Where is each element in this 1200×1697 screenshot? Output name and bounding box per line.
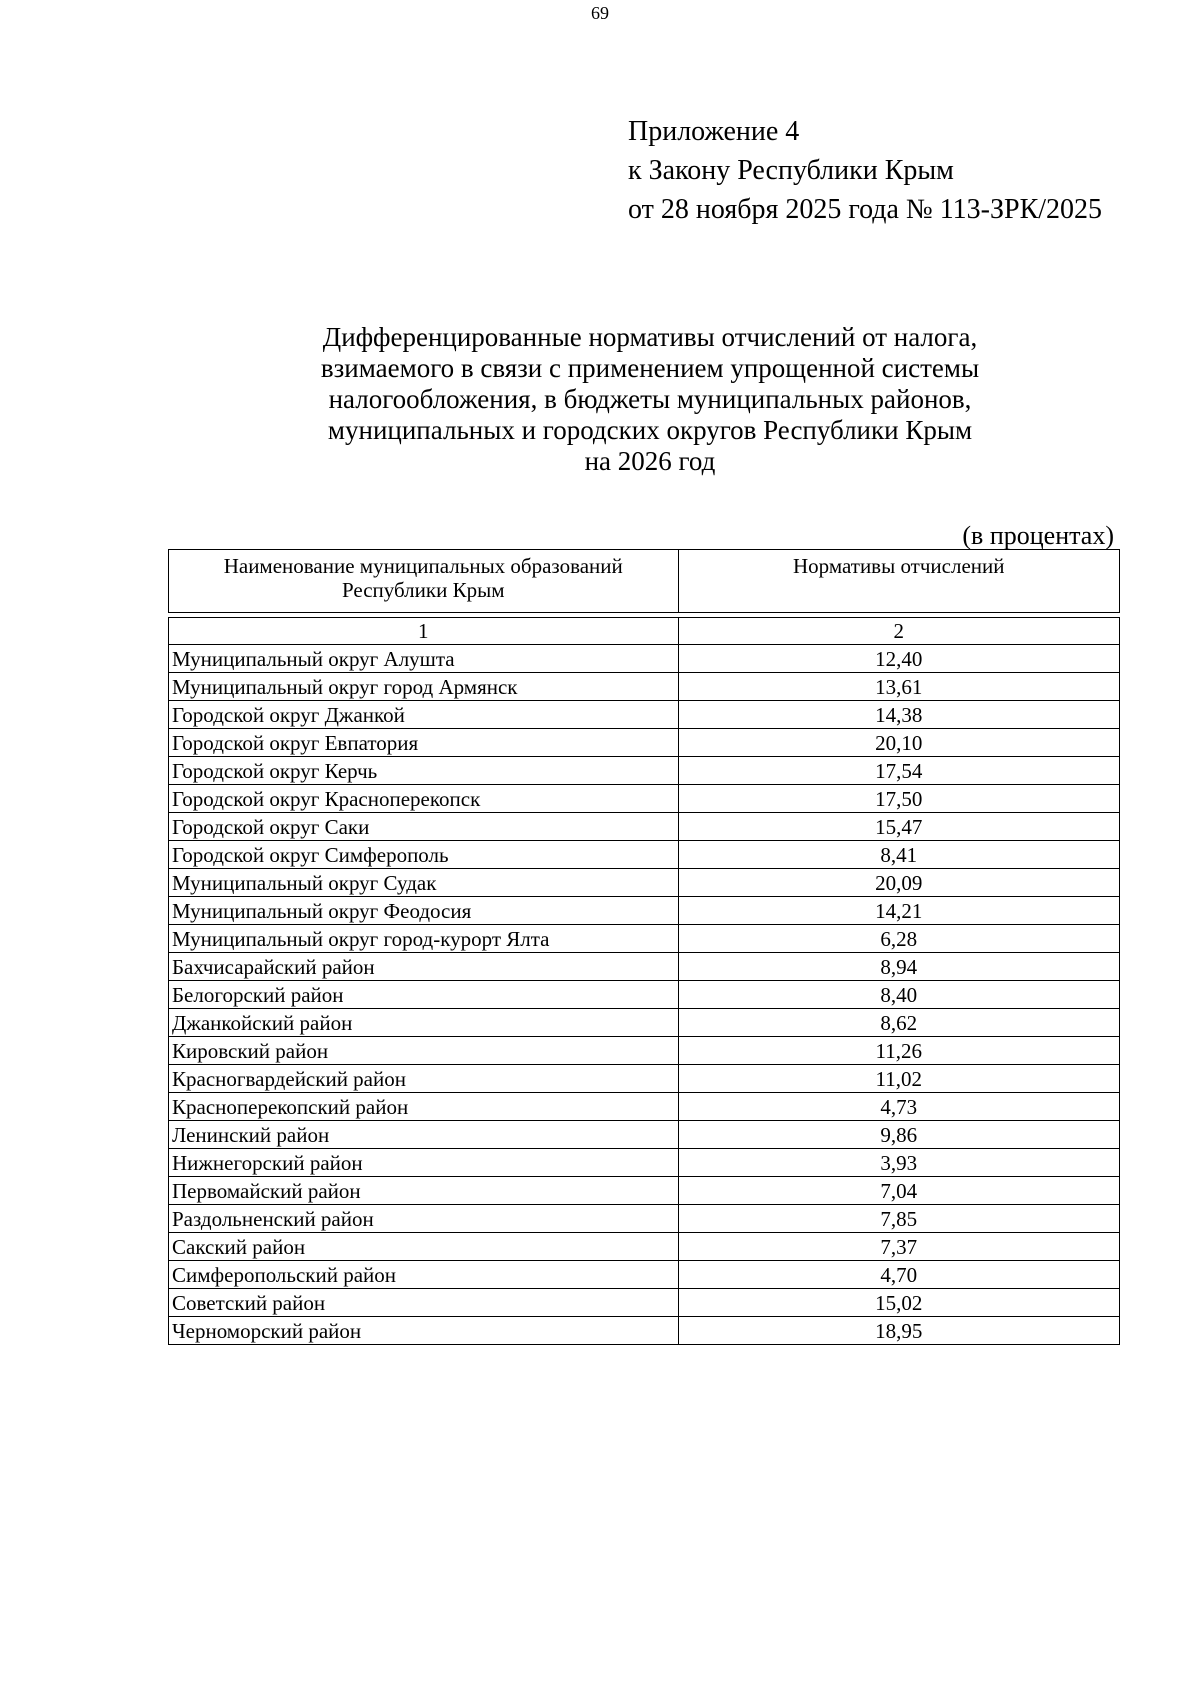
norm-value: 20,09 <box>678 869 1120 897</box>
appendix-line-1: Приложение 4 <box>628 116 800 147</box>
table-row <box>169 897 1120 925</box>
table-row <box>169 813 1120 841</box>
norm-value: 13,61 <box>678 673 1120 701</box>
table-row <box>169 1037 1120 1065</box>
norm-value: 6,28 <box>678 925 1120 953</box>
municipality-name: Кировский район <box>169 1037 679 1065</box>
table-row <box>169 785 1120 813</box>
norm-value: 17,54 <box>678 757 1120 785</box>
municipality-name: Бахчисарайский район <box>169 953 679 981</box>
table-row <box>169 1093 1120 1121</box>
table-row <box>169 673 1120 701</box>
norm-value: 8,62 <box>678 1009 1120 1037</box>
norm-value: 8,94 <box>678 953 1120 981</box>
table-row <box>169 1009 1120 1037</box>
municipality-name: Симферопольский район <box>169 1261 679 1289</box>
norm-value: 4,73 <box>678 1093 1120 1121</box>
table-row <box>169 1149 1120 1177</box>
header-municipality <box>169 550 679 613</box>
table-row <box>169 1233 1120 1261</box>
norm-value: 9,86 <box>678 1121 1120 1149</box>
title-line-2: взимаемого в связи с применением упрощенной системы <box>320 353 980 383</box>
table-row <box>169 841 1120 869</box>
norm-value: 11,26 <box>678 1037 1120 1065</box>
table-row <box>169 757 1120 785</box>
municipality-name: Городской округ Керчь <box>169 757 679 785</box>
municipality-name: Муниципальный округ город-курорт Ялта <box>169 925 679 953</box>
table-row <box>169 1121 1120 1149</box>
norm-value: 4,70 <box>678 1261 1120 1289</box>
table-header-row <box>169 550 1120 613</box>
norm-value: 15,47 <box>678 813 1120 841</box>
norm-value: 3,93 <box>678 1149 1120 1177</box>
municipality-name: Красноперекопский район <box>169 1093 679 1121</box>
norm-value: 8,41 <box>678 841 1120 869</box>
header-municipality-line-1: Наименование муниципальных образований <box>223 554 623 578</box>
norm-value: 7,85 <box>678 1205 1120 1233</box>
norm-value: 18,95 <box>678 1317 1120 1345</box>
municipality-name: Городской округ Евпатория <box>169 729 679 757</box>
norm-value: 8,40 <box>678 981 1120 1009</box>
municipality-name: Джанкойский район <box>169 1009 679 1037</box>
municipality-name: Городской округ Симферополь <box>169 841 679 869</box>
municipality-name: Советский район <box>169 1289 679 1317</box>
municipality-name: Белогорский район <box>169 981 679 1009</box>
norm-value: 11,02 <box>678 1065 1120 1093</box>
norm-value: 12,40 <box>678 645 1120 673</box>
table-row <box>169 981 1120 1009</box>
column-number-2: 2 <box>678 618 1120 645</box>
header-norms: Нормативы отчислений <box>678 550 1120 613</box>
document-title <box>250 322 1050 477</box>
municipality-name: Нижнегорский район <box>169 1149 679 1177</box>
title-line-3: налогообложения, в бюджеты муниципальных районов, <box>328 384 972 414</box>
table-row <box>169 1205 1120 1233</box>
appendix-line-2: к Закону Республики Крым <box>628 155 954 186</box>
column-number-row <box>169 618 1120 645</box>
municipality-name: Ленинский район <box>169 1121 679 1149</box>
table-row <box>169 1261 1120 1289</box>
table-row <box>169 953 1120 981</box>
municipality-name: Сакский район <box>169 1233 679 1261</box>
appendix-reference <box>628 112 1102 229</box>
appendix-line-3: от 28 ноября 2025 года № 113-ЗРК/2025 <box>628 194 1103 225</box>
page-number: 69 <box>591 3 609 23</box>
norm-value: 7,37 <box>678 1233 1120 1261</box>
table-row <box>169 729 1120 757</box>
norm-value: 20,10 <box>678 729 1120 757</box>
title-line-5: на 2026 год <box>584 446 716 476</box>
units-note: (в процентах) <box>962 521 1114 550</box>
title-line-4: муниципальных и городских округов Республики Крым <box>327 415 973 445</box>
table-row <box>169 1289 1120 1317</box>
municipality-name: Городской округ Джанкой <box>169 701 679 729</box>
norm-value: 14,21 <box>678 897 1120 925</box>
norm-value: 14,38 <box>678 701 1120 729</box>
title-line-1: Дифференцированные нормативы отчислений от налога, <box>322 322 978 352</box>
municipality-name: Красногвардейский район <box>169 1065 679 1093</box>
column-number-1: 1 <box>169 618 679 645</box>
header-municipality-line-2: Республики Крым <box>341 578 505 602</box>
table-row <box>169 1317 1120 1345</box>
table-row <box>169 701 1120 729</box>
municipality-name: Черноморский район <box>169 1317 679 1345</box>
table-row <box>169 925 1120 953</box>
municipality-name: Городской округ Саки <box>169 813 679 841</box>
table-row <box>169 869 1120 897</box>
norm-value: 15,02 <box>678 1289 1120 1317</box>
table-row <box>169 1177 1120 1205</box>
municipality-name: Муниципальный округ Судак <box>169 869 679 897</box>
municipality-name: Муниципальный округ Алушта <box>169 645 679 673</box>
norm-value: 7,04 <box>678 1177 1120 1205</box>
municipality-name: Муниципальный округ Феодосия <box>169 897 679 925</box>
table-row <box>169 645 1120 673</box>
municipality-name: Раздольненский район <box>169 1205 679 1233</box>
municipality-name: Первомайский район <box>169 1177 679 1205</box>
municipality-name: Городской округ Красноперекопск <box>169 785 679 813</box>
norm-value: 17,50 <box>678 785 1120 813</box>
municipality-name: Муниципальный округ город Армянск <box>169 673 679 701</box>
norms-table <box>168 549 1120 1345</box>
table-row <box>169 1065 1120 1093</box>
